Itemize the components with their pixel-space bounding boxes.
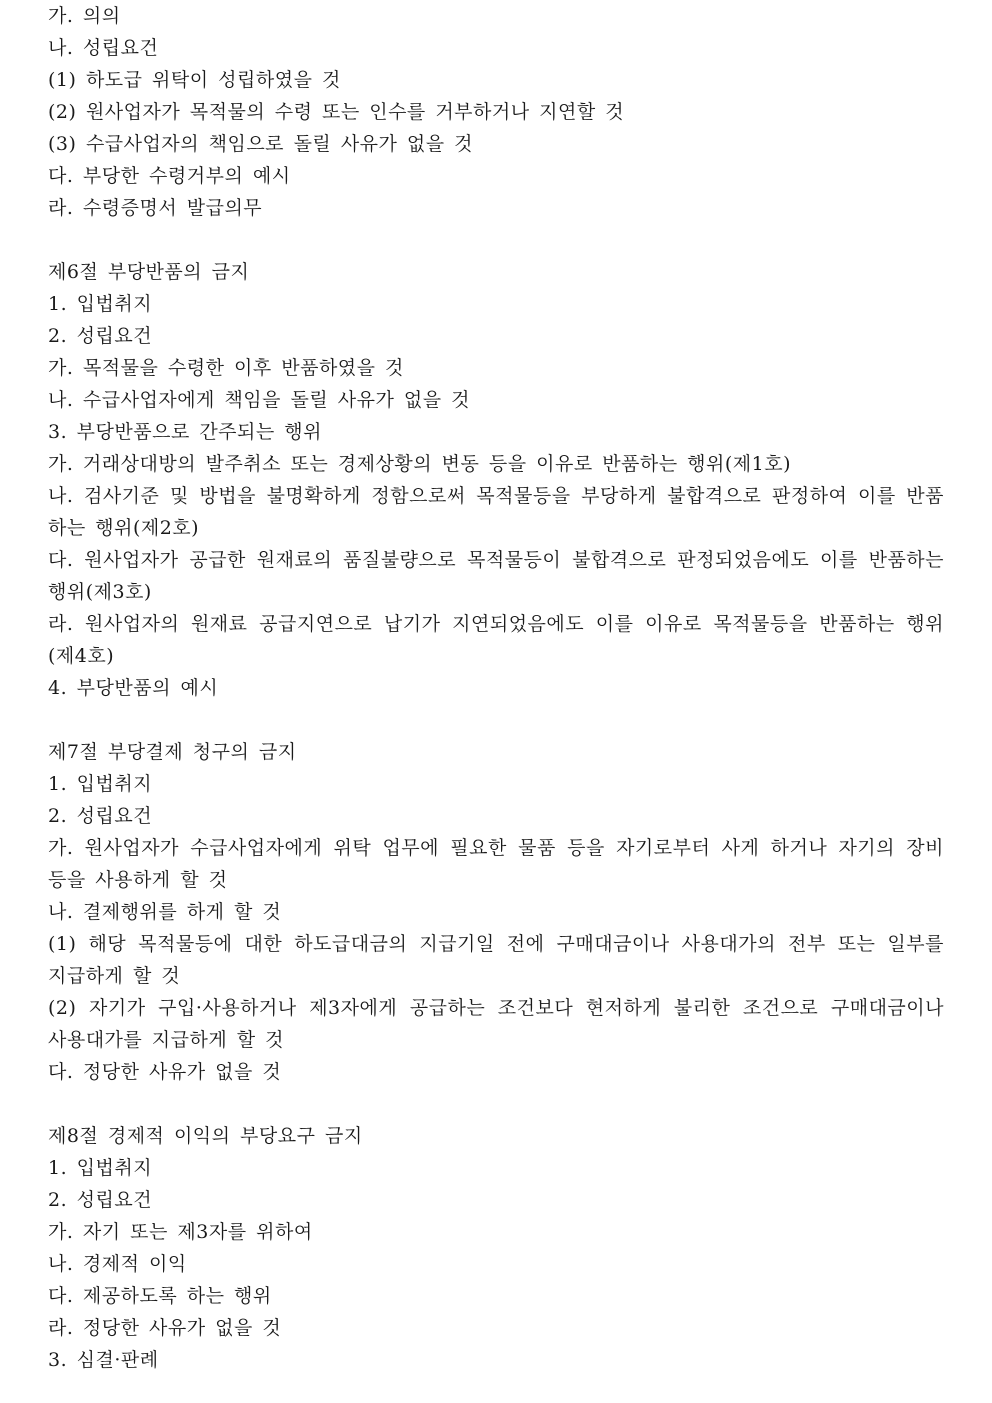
outline-paragraph: (2) 자기가 구입·사용하거나 제3자에게 공급하는 조건보다 현저하게 불리한 조건으로 구매대금이나 사용대가를 지급하게 할 것 [48,997,944,1051]
outline-item: 나. 수급사업자에게 책임을 돌릴 사유가 없을 것 [48,389,471,411]
spacer [48,1088,944,1120]
outline-item: 나. 성립요건 [48,37,159,59]
outline-item: (1) 하도급 위탁이 성립하였을 것 [48,69,341,91]
outline-item: 2. 성립요건 [48,805,153,827]
section7 [48,736,944,1088]
outline-item: 1. 입법취지 [48,1157,153,1179]
outline-item: 라. 정당한 사유가 없을 것 [48,1317,282,1339]
outline-item: 다. 정당한 사유가 없을 것 [48,1061,282,1083]
outline-item: (2) 원사업자가 목적물의 수령 또는 인수를 거부하거나 지연할 것 [48,101,625,123]
outline-item: 라. 수령증명서 발급의무 [48,197,263,219]
outline-item: 가. 의의 [48,5,121,27]
outline-paragraph: (1) 해당 목적물등에 대한 하도급대금의 지급기일 전에 구매대금이나 사용대가의 전부 또는 일부를 지급하게 할 것 [48,933,944,987]
section-heading: 제6절 부당반품의 금지 [48,261,250,283]
outline-paragraph: 나. 검사기준 및 방법을 불명확하게 정함으로써 목적물등을 부당하게 불합격으로 판정하여 이를 반품하는 행위(제2호) [48,485,944,539]
outline-paragraph: 가. 원사업자가 수급사업자에게 위탁 업무에 필요한 물품 등을 자기로부터 사게 하거나 자기의 장비 등을 사용하게 할 것 [48,837,944,891]
outline-paragraph: 라. 원사업자의 원재료 공급지연으로 납기가 지연되었음에도 이를 이유로 목적물등을 반품하는 행위(제4호) [48,613,944,667]
outline-item: 다. 부당한 수령거부의 예시 [48,165,291,187]
outline-item: 3. 심결·판례 [48,1349,159,1371]
outline-item: 나. 경제적 이익 [48,1253,187,1275]
outline-item: 가. 자기 또는 제3자를 위하여 [48,1221,313,1243]
outline-item: 나. 결제행위를 하게 할 것 [48,901,282,923]
outline-item: 2. 성립요건 [48,325,153,347]
section5-continued [48,0,944,224]
section6 [48,256,944,704]
outline-item: 4. 부당반품의 예시 [48,677,219,699]
outline-item: 가. 거래상대방의 발주취소 또는 경제상황의 변동 등을 이유로 반품하는 행위(제1호) [48,453,791,475]
section8 [48,1120,944,1376]
outline-paragraph: 다. 원사업자가 공급한 원재료의 품질불량으로 목적물등이 불합격으로 판정되었음에도 이를 반품하는 행위(제3호) [48,549,945,603]
document-page [48,0,944,1376]
outline-item: 2. 성립요건 [48,1189,153,1211]
outline-item: 1. 입법취지 [48,773,153,795]
spacer [48,224,944,256]
section-heading: 제7절 부당결제 청구의 금지 [48,741,297,763]
section-heading: 제8절 경제적 이익의 부당요구 금지 [48,1125,363,1147]
outline-item: (3) 수급사업자의 책임으로 돌릴 사유가 없을 것 [48,133,474,155]
outline-item: 다. 제공하도록 하는 행위 [48,1285,272,1307]
spacer [48,704,944,736]
outline-item: 1. 입법취지 [48,293,153,315]
outline-item: 가. 목적물을 수령한 이후 반품하였을 것 [48,357,404,379]
outline-item: 3. 부당반품으로 간주되는 행위 [48,421,322,443]
